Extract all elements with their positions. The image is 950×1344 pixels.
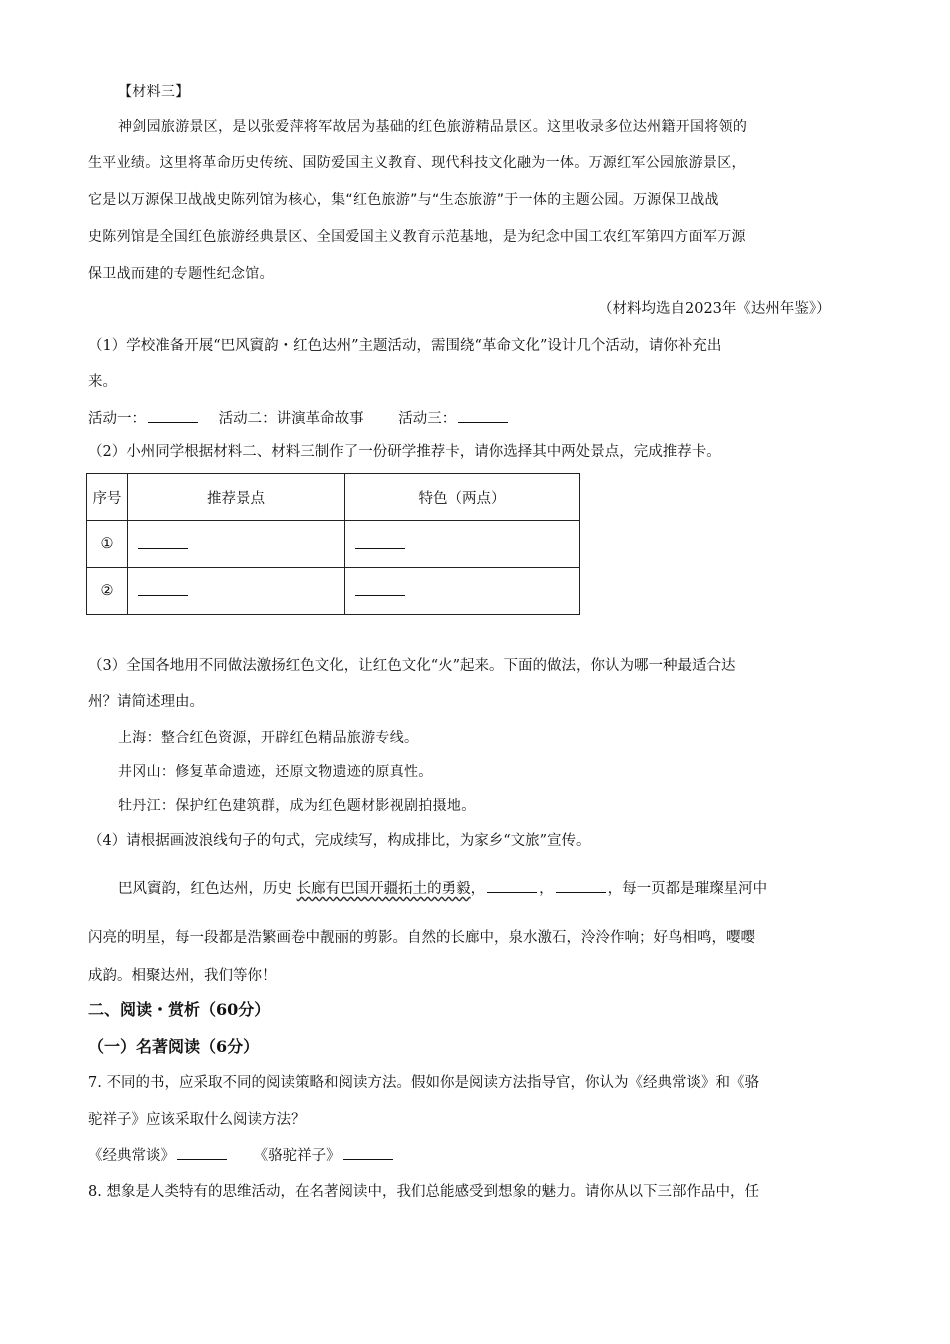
q4-comma-1: ， <box>470 881 486 897</box>
q4-blank-1[interactable] <box>487 878 537 893</box>
activity-3-label: 活动三： <box>398 411 457 427</box>
spot-blank-cell[interactable] <box>128 521 345 568</box>
activity-3-blank[interactable] <box>458 408 508 423</box>
q4-comma-2: ， <box>539 881 554 897</box>
material3-line-3: 它是以万源保卫战战史陈列馆为核心，集“红色旅游”与“生态旅游”于一体的主题公园。万源保卫战战 <box>88 192 719 208</box>
table-row <box>87 521 580 568</box>
table-row <box>87 568 580 615</box>
spot-blank[interactable] <box>138 536 188 549</box>
q7-line-1: 7. 不同的书，应采取不同的阅读策略和阅读方法。假如你是阅读方法指导官，你认为《经典常谈》和《骆 <box>88 1075 759 1091</box>
q2-text: （2）小州同学根据材料二、材料三制作了一份研学推荐卡，请你选择其中两处景点，完成推荐卡。 <box>88 444 721 460</box>
header-feature: 特色（两点） <box>345 474 580 521</box>
q3-option-jinggangshan: 井冈山：修复革命遗迹，还原文物遗迹的原真性。 <box>118 764 433 780</box>
q7-line-2: 驼祥子》应该采取什么阅读方法？ <box>88 1112 306 1128</box>
section-2-subtitle: （一）名著阅读（6分） <box>88 1037 260 1056</box>
q4-paragraph-line-1 <box>118 878 767 899</box>
q4-p1-after: ，每一页都是璀璨星河中 <box>607 881 768 897</box>
material3-source: （材料均选自2023年《达州年鉴》） <box>598 301 831 317</box>
q8-line-1: 8. 想象是人类特有的思维活动，在名著阅读中，我们总能感受到想象的魅力。请你从以下三部作品中，任 <box>88 1184 759 1200</box>
section-2-title: 二、阅读・赏析（60分） <box>88 1000 271 1019</box>
row-index: ② <box>87 568 128 615</box>
feature-blank[interactable] <box>355 583 405 596</box>
activity-1-blank[interactable] <box>148 408 198 423</box>
q3-option-mudanjiang: 牡丹江：保护红色建筑群，成为红色题材影视剧拍摄地。 <box>118 798 476 814</box>
feature-blank-cell[interactable] <box>345 521 580 568</box>
activity-1-label: 活动一： <box>88 411 146 427</box>
q4-p1-before: 巴风賨韵，红色达州，历史 <box>118 881 292 897</box>
q7-book-1: 《经典常谈》 <box>88 1148 175 1164</box>
header-index: 序号 <box>87 474 128 521</box>
q7-blank-1[interactable] <box>177 1145 227 1160</box>
q4-blank-2[interactable] <box>556 878 606 893</box>
material3-line-4: 史陈列馆是全国红色旅游经典景区、全国爱国主义教育示范基地，是为纪念中国工农红军第四方面军万源 <box>88 229 746 245</box>
q7-answers <box>88 1145 395 1166</box>
header-spot: 推荐景点 <box>128 474 345 521</box>
q4-paragraph-line-3: 成韵。相聚达州，我们等你！ <box>88 968 277 984</box>
q1-line-2: 来。 <box>88 374 117 390</box>
q3-option-shanghai: 上海：整合红色资源，开辟红色精品旅游专线。 <box>118 730 419 746</box>
table-header-row <box>87 474 580 521</box>
material3-line-2: 生平业绩。这里将革命历史传统、国防爱国主义教育、现代科技文化融为一体。万源红军公园旅游景区， <box>88 155 746 171</box>
q1-line-1: （1）学校准备开展“巴风賨韵・红色达州”主题活动，需围绕“革命文化”设计几个活动，请你补充出 <box>88 338 722 354</box>
recommend-card-table <box>86 473 580 615</box>
feature-blank-cell[interactable] <box>345 568 580 615</box>
q7-book-2: 《骆驼祥子》 <box>253 1148 341 1164</box>
q3-line-1: （3）全国各地用不同做法激扬红色文化，让红色文化“火”起来。下面的做法，你认为哪一种最适合达 <box>88 658 736 674</box>
material3-line-1: 神剑园旅游景区，是以张爱萍将军故居为基础的红色旅游精品景区。这里收录多位达州籍开国将领的 <box>118 119 748 135</box>
q7-blank-2[interactable] <box>343 1145 393 1160</box>
spot-blank-cell[interactable] <box>128 568 345 615</box>
spot-blank[interactable] <box>138 583 188 596</box>
material3-heading: 【材料三】 <box>118 84 190 100</box>
q3-line-2: 州？请简述理由。 <box>88 694 204 710</box>
q4-paragraph-line-2: 闪亮的明星，每一段都是浩繁画卷中靓丽的剪影。自然的长廊中，泉水激石，泠泠作响；好鸟相鸣，嘤嘤 <box>88 930 755 946</box>
material3-line-5: 保卫战而建的专题性纪念馆。 <box>88 266 274 282</box>
q4-wavy-sentence: 长廊有巴国开疆拓土的勇毅 <box>296 881 471 897</box>
q1-activities <box>88 408 510 429</box>
feature-blank[interactable] <box>355 536 405 549</box>
q4-text: （4）请根据画波浪线句子的句式，完成续写，构成排比，为家乡“文旅”宣传。 <box>88 833 591 849</box>
activity-2-label: 活动二：讲演革命故事 <box>218 411 364 427</box>
row-index: ① <box>87 521 128 568</box>
